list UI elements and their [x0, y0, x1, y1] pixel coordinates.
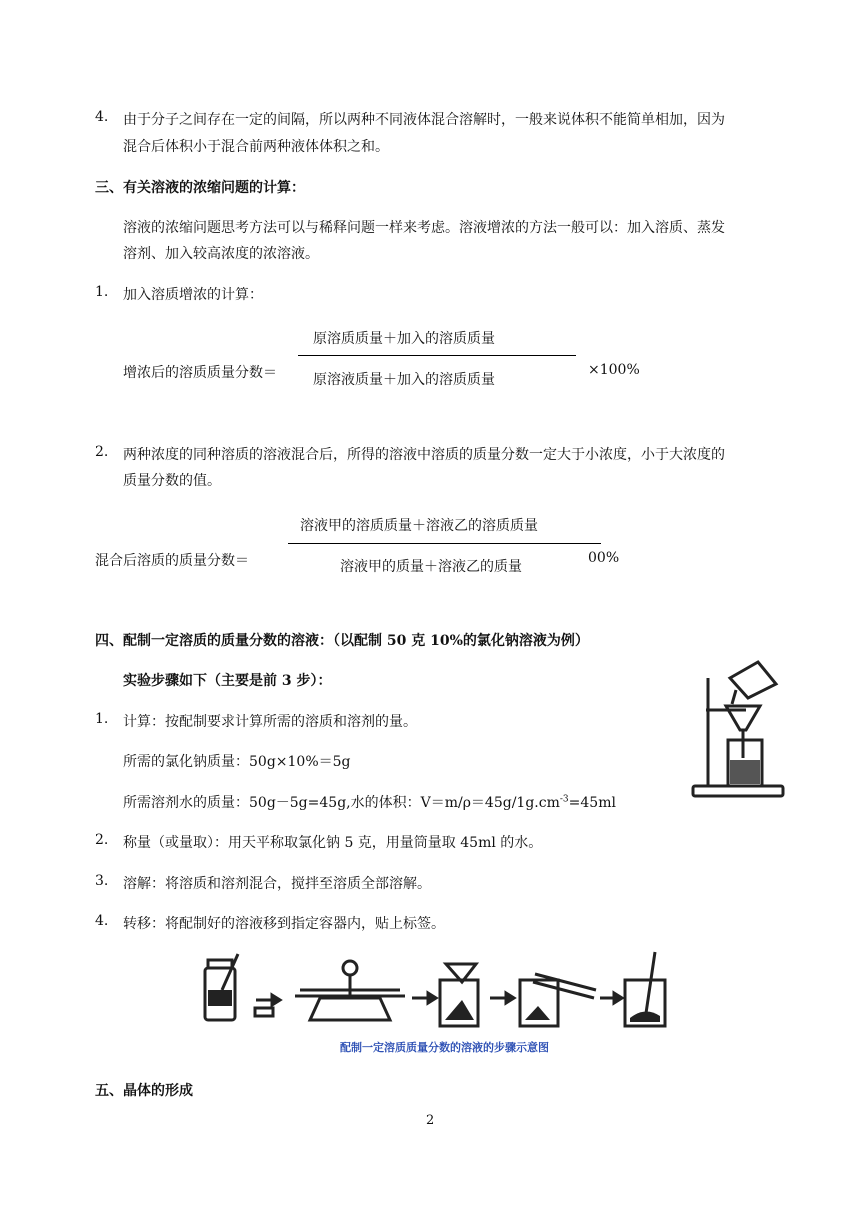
list-number: 2.: [95, 832, 109, 848]
diagram-caption: 配制一定溶质质量分数的溶液的步骤示意图: [340, 1041, 549, 1054]
list-number: 4.: [95, 109, 109, 125]
list-number: 1.: [95, 284, 109, 300]
paragraph-text: 由于分子之间存在一定的间隔，所以两种不同液体混合溶解时，一般来说体积不能简单相加，因为: [123, 112, 725, 128]
list-item-text: 称量（或量取）：用天平称取氯化钠 5 克，用量筒量取 45ml 的水。: [123, 835, 543, 851]
list-item-text: 计算：按配制要求计算所需的溶质和溶剂的量。: [123, 714, 417, 730]
list-item-text: 质量分数的值。: [123, 473, 221, 489]
formula-denominator: 原溶液质量＋加入的溶质质量: [313, 372, 495, 388]
list-item-text: 转移：将配制好的溶液移到指定容器内，贴上标签。: [123, 916, 445, 932]
fraction-bar: [298, 355, 576, 356]
formula-numerator: 原溶质质量＋加入的溶质质量: [313, 331, 495, 347]
steps-title: 实验步骤如下（主要是前 3 步）：: [123, 673, 332, 689]
list-number: 1.: [95, 711, 109, 727]
list-item-text: 两种浓度的同种溶质的溶液混合后，所得的溶液中溶质的质量分数一定大于小浓度，小于大浓度的: [123, 447, 725, 463]
formula-tail: ×100%: [588, 362, 640, 378]
formula-lhs: 增浓后的溶质质量分数＝: [123, 365, 277, 381]
page-number: 2: [426, 1113, 435, 1128]
formula-numerator: 溶液甲的溶质质量＋溶液乙的溶质质量: [300, 518, 538, 534]
section-heading: 四、配制一定溶质的质量分数的溶液：（以配制 50 克 10%的氯化钠溶液为例）: [95, 633, 589, 649]
paragraph-text: 溶液的浓缩问题思考方法可以与稀释问题一样来考虑。溶液增浓的方法一般可以：加入溶质、蒸发: [123, 220, 725, 236]
list-item-text: 加入溶质增浓的计算：: [123, 287, 263, 303]
list-number: 4.: [95, 913, 109, 929]
formula-denominator: 溶液甲的质量＋溶液乙的质量: [340, 559, 522, 575]
paragraph-text: 混合后体积小于混合前两种液体体积之和。: [123, 139, 389, 155]
calc-line: 所需溶剂水的质量：50g－5g=45g,水的体积：$V=m/\rho=45g/1g.cm^{-3}=45ml$: [123, 794, 616, 811]
fraction-bar: [288, 543, 601, 544]
section-heading: 五、晶体的形成: [95, 1083, 193, 1099]
formula-tail: 00%: [588, 550, 620, 566]
filtration-apparatus-illustration: [688, 648, 788, 800]
formula-lhs: 混合后溶质的质量分数＝: [95, 553, 249, 569]
calc-line: 所需的氯化钠质量：50g×10%＝5g: [123, 754, 351, 770]
list-number: 3.: [95, 873, 109, 889]
list-item-text: 溶解：将溶质和溶剂混合，搅拌至溶质全部溶解。: [123, 876, 431, 892]
section-heading: 三、有关溶液的浓缩问题的计算：: [95, 180, 305, 196]
list-number: 2.: [95, 444, 109, 460]
paragraph-text: 溶剂、加入较高浓度的浓溶液。: [123, 246, 319, 262]
